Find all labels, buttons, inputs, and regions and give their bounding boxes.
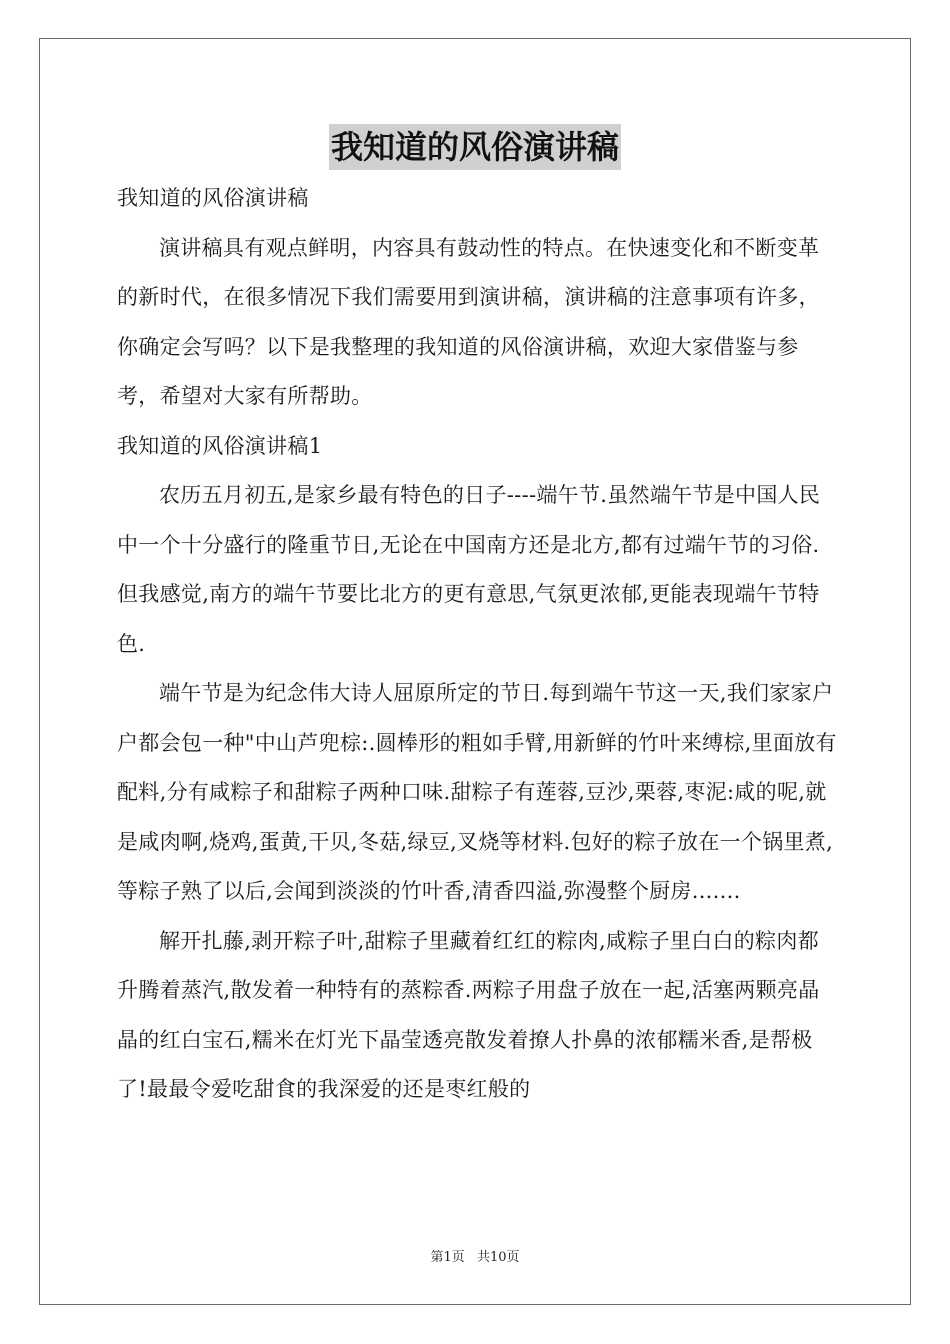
paragraph-section-heading: 我知道的风俗演讲稿1 (117, 433, 323, 458)
document-title: 我知道的风俗演讲稿 (329, 124, 621, 170)
page-footer (0, 1246, 950, 1265)
page-number: 第1页 (430, 1250, 465, 1265)
paragraph-intro: 演讲稿具有观点鲜明，内容具有鼓动性的特点。在快速变化和不断变革的新时代，在很多情况下我们需要用到演讲稿，演讲稿的注意事项有许多，你确定会写吗？以下是我整理的我知道的风俗演讲稿，欢迎大家借鉴与参考，希望对大家有所帮助。 (117, 235, 820, 408)
document-body (117, 174, 839, 1115)
paragraph-subtitle: 我知道的风俗演讲稿 (117, 186, 309, 210)
paragraph-body-1: 农历五月初五,是家乡最有特色的日子----端午节.虽然端午节是中国人民中一个十分盛行的隆重节日,无论在中国南方还是北方,都有过端午节的习俗.但我感觉,南方的端午节要比北方的更有意思,气氛更浓郁,更能表现端午节特色. (117, 483, 821, 656)
page-total: 共10页 (476, 1250, 520, 1265)
paragraph-body-3: 解开扎藤,剥开粽子叶,甜粽子里藏着红红的粽肉,咸粽子里白白的粽肉都升腾着蒸汽,散发着一种特有的蒸粽香.两粽子用盘子放在一起,活塞两颗亮晶晶的红白宝石,糯米在灯光下晶莹透亮散发着撩人扑鼻的浓郁糯米香,是帮极了!最最令爱吃甜食的我深爱的还是枣红般的 (117, 928, 820, 1101)
paragraph-body-2: 端午节是为纪念伟大诗人屈原所定的节日.每到端午节这一天,我们家家户户都会包一种"中山芦兜棕:.圆棒形的粗如手臂,用新鲜的竹叶来缚棕,里面放有配料,分有咸粽子和甜粽子两种口味.甜粽子有莲蓉,豆沙,栗蓉,枣泥:咸的呢,就是咸肉啊,烧鸡,蛋黄,干贝,冬菇,绿豆,叉烧等材料.包好的粽子放在一个锅里煮,等粽子熟了以后,会闻到淡淡的竹叶香,清香四溢,弥漫整个厨房....... (117, 681, 837, 903)
title-wrap (0, 124, 950, 170)
